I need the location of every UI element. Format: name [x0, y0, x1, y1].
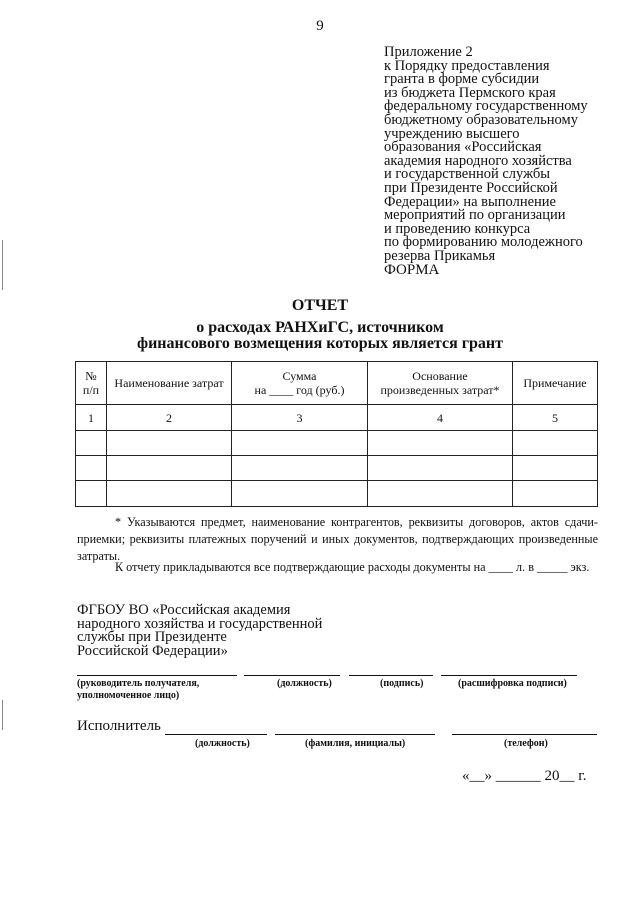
header-number-label: п/п: [82, 383, 100, 397]
executor-label: Исполнитель: [77, 718, 161, 734]
table-cell[interactable]: [368, 481, 513, 507]
table-cell[interactable]: [513, 431, 598, 456]
appendix-line: к Порядку предоставления: [384, 57, 550, 74]
column-number: 5: [513, 405, 598, 431]
table-number-row: [76, 405, 598, 431]
form-label: ФОРМА: [384, 262, 440, 278]
report-title: [0, 298, 640, 352]
organization-line: народного хозяйства и государственной: [77, 615, 323, 632]
header-amount-year: на ____ год (руб.): [254, 383, 345, 397]
scan-mark: [2, 240, 3, 290]
appendix-line: Приложение 2: [384, 44, 473, 60]
column-number: 3: [232, 405, 368, 431]
caption-head-line-1: (руководитель получателя,: [77, 678, 200, 689]
table-row: [76, 481, 598, 507]
appendix-line: по формированию молодежного: [384, 234, 583, 251]
organization-name: [77, 604, 322, 658]
appendix-line: резерва Прикамья: [384, 247, 496, 264]
table-cell[interactable]: [107, 481, 232, 507]
table-cell[interactable]: [513, 481, 598, 507]
title-line-3: финансового возмещения которых является грант: [137, 335, 503, 352]
table-cell[interactable]: [368, 456, 513, 481]
table-cell[interactable]: [232, 456, 368, 481]
header-expense-name: Наименование затрат: [107, 362, 232, 405]
table-cell[interactable]: [232, 481, 368, 507]
column-number: 1: [76, 405, 107, 431]
table-cell[interactable]: [368, 431, 513, 456]
caption-executor-name: (фамилия, инициалы): [305, 738, 406, 749]
header-basis: [368, 362, 513, 405]
caption-executor-phone: (телефон): [504, 738, 548, 749]
table-cell[interactable]: [76, 456, 107, 481]
header-number-symbol: №: [85, 369, 97, 383]
header-amount: [232, 362, 368, 405]
organization-line: ФГБОУ ВО «Российская академия: [77, 602, 291, 618]
table-cell[interactable]: [76, 431, 107, 456]
table-row: [76, 456, 598, 481]
expense-table: [75, 361, 598, 507]
header-amount-title: Сумма: [282, 369, 317, 383]
executor-phone-line[interactable]: [452, 734, 597, 735]
appendix-line: мероприятий по организации: [384, 207, 566, 224]
appendix-line: из бюджета Пермского края: [384, 84, 556, 101]
appendix-line: образования «Российская: [384, 139, 542, 156]
header-number: [76, 362, 107, 405]
table-header-row: [76, 362, 598, 405]
caption-position: (должность): [277, 678, 332, 689]
appendix-line: академия народного хозяйства: [384, 152, 572, 169]
appendix-line: и государственной службы: [384, 166, 551, 183]
organization-line: службы при Президенте: [77, 629, 227, 646]
appendix-line: Федерации» на выполнение: [384, 193, 556, 210]
executor-position-line[interactable]: [165, 734, 267, 735]
appendix-line: бюджетному образовательному: [384, 111, 578, 128]
scan-mark: [2, 700, 3, 730]
title-line-2: о расходах РАНХиГС, источником: [196, 319, 444, 336]
caption-signature: (подпись): [380, 678, 424, 689]
table-row: [76, 431, 598, 456]
caption-executor-position: (должность): [195, 738, 250, 749]
table-cell[interactable]: [76, 481, 107, 507]
head-signature-line[interactable]: [77, 675, 237, 676]
table-cell[interactable]: [513, 456, 598, 481]
appendix-line: и проведению конкурса: [384, 220, 531, 237]
signature-line[interactable]: [349, 675, 433, 676]
caption-decoding: (расшифровка подписи): [458, 678, 567, 689]
caption-head-line-2: уполномоченное лицо): [77, 690, 180, 701]
table-cell[interactable]: [232, 431, 368, 456]
header-note: Примечание: [513, 362, 598, 405]
organization-line: Российской Федерации»: [77, 642, 228, 659]
footnote: * Указываются предмет, наименование контрагентов, реквизиты договоров, актов сдачи-приемки; реквизиты платежных поручений и иных документов, подтверждающих произведенные затраты.: [77, 515, 598, 563]
table-cell[interactable]: [107, 431, 232, 456]
appendix-line: гранта в форме субсидии: [384, 71, 540, 88]
appendix-header: [384, 46, 588, 264]
page-number: 9: [316, 18, 324, 34]
date-line: «__» ______ 20__ г.: [462, 768, 587, 784]
position-signature-line[interactable]: [244, 675, 340, 676]
column-number: 2: [107, 405, 232, 431]
title-line-1: ОТЧЕТ: [291, 297, 349, 314]
executor-name-line[interactable]: [275, 734, 435, 735]
appendix-line: федеральному государственному: [384, 98, 588, 115]
header-basis-title: Основание: [412, 369, 468, 383]
column-number: 4: [368, 405, 513, 431]
decoding-signature-line[interactable]: [441, 675, 577, 676]
attachment-note: К отчету прикладываются все подтверждающие расходы документы на ____ л. в _____ экз.: [115, 560, 590, 574]
appendix-line: учреждению высшего: [384, 125, 520, 142]
appendix-line: при Президенте Российской: [384, 179, 558, 196]
table-cell[interactable]: [107, 456, 232, 481]
header-basis-subtitle: произведенных затрат*: [380, 383, 500, 397]
